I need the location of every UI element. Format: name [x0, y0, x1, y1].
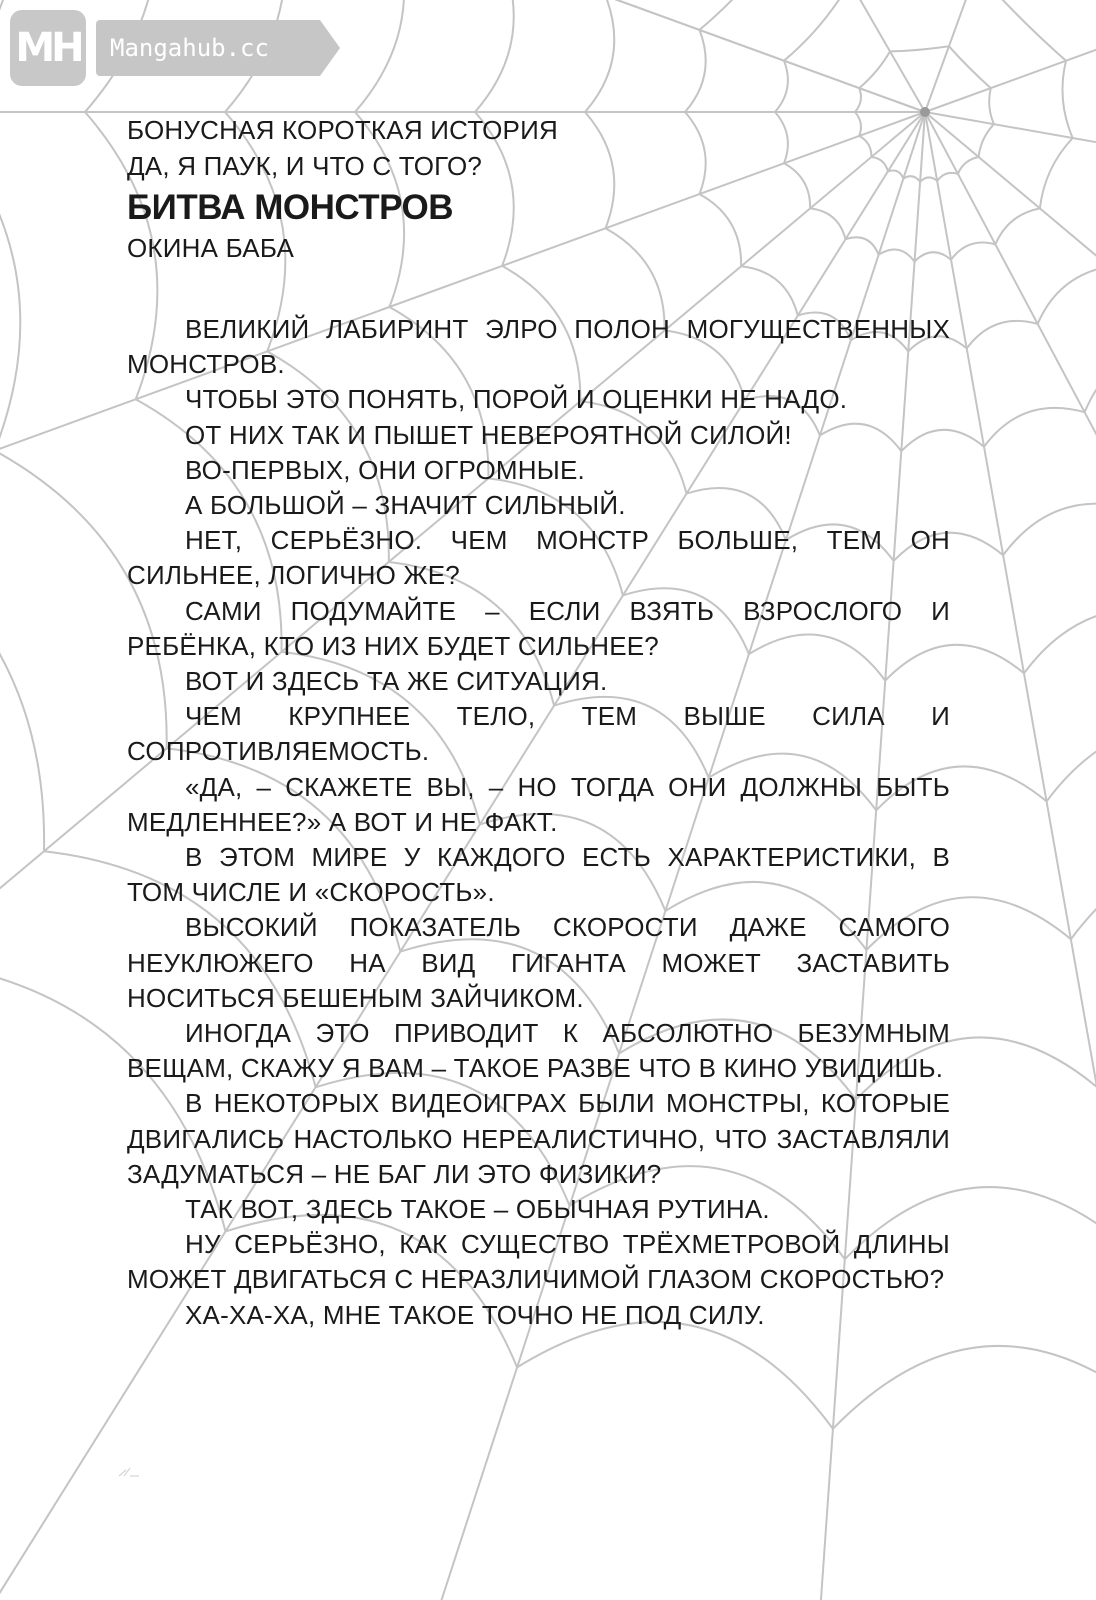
web-radial-strand [925, 112, 1096, 1462]
paragraph: ТАК ВОТ, ЗДЕСЬ ТАКОЕ – ОБЫЧНАЯ РУТИНА. [185, 1194, 770, 1225]
paragraph: ИНОГДА ЭТО ПРИВОДИТ К АБСОЛЮТНО БЕЗУМНЫМ ВЕЩАМ, СКАЖУ Я ВАМ – ТАКОЕ РАЗВЕ ЧТО В КИНО УВИДИШЬ. [127, 1018, 950, 1084]
paragraph: САМИ ПОДУМАЙТЕ – ЕСЛИ ВЗЯТЬ ВЗРОСЛОГО И РЕБЁНКА, КТО ИЗ НИХ БУДЕТ СИЛЬНЕЕ? [127, 595, 950, 661]
paragraph: ВЕЛИКИЙ ЛАБИРИНТ ЭЛРО ПОЛОН МОГУЩЕСТВЕННЫХ МОНСТРОВ. [127, 314, 950, 380]
paragraph: В ЭТОМ МИРЕ У КАЖДОГО ЕСТЬ ХАРАКТЕРИСТИКИ, В ТОМ ЧИСЛЕ И «СКОРОСТЬ». [127, 842, 950, 908]
paragraph: ОТ НИХ ТАК И ПЫШЕТ НЕВЕРОЯТНОЙ СИЛОЙ! [185, 419, 792, 450]
paragraph: НУ СЕРЬЁЗНО, КАК СУЩЕСТВО ТРЁХМЕТРОВОЙ ДЛИНЫ МОЖЕТ ДВИГАТЬСЯ С НЕРАЗЛИЧИМОЙ ГЛАЗОМ СКОРОСТЬЮ? [127, 1229, 950, 1295]
paragraph: ВО-ПЕРВЫХ, ОНИ ОГРОМНЫЕ. [185, 454, 585, 485]
paragraph: ВОТ И ЗДЕСЬ ТА ЖЕ СИТУАЦИЯ. [185, 666, 608, 697]
bonus-story-label: БОНУСНАЯ КОРОТКАЯ ИСТОРИЯ [127, 115, 558, 145]
paragraph: ХА-ХА-ХА, МНЕ ТАКОЕ ТОЧНО НЕ ПОД СИЛУ. [185, 1299, 765, 1330]
watermark-site-label: Mangahub.cc [96, 20, 320, 76]
paragraph: ВЫСОКИЙ ПОКАЗАТЕЛЬ СКОРОСТИ ДАЖЕ САМОГО НЕУКЛЮЖЕГО НА ВИД ГИГАНТА МОЖЕТ ЗАСТАВИТЬ НОСИТЬСЯ БЕШЕНЫМ ЗАЙЧИКОМ. [127, 912, 950, 1013]
page-corner-mark-icon [118, 1466, 140, 1478]
paragraph: А БОЛЬШОЙ – ЗНАЧИТ СИЛЬНЫЙ. [185, 490, 626, 521]
paragraph: ЧТОБЫ ЭТО ПОНЯТЬ, ПОРОЙ И ОЦЕНКИ НЕ НАДО. [185, 384, 848, 415]
paragraph: «ДА, – СКАЖЕТЕ ВЫ, – НО ТОГДА ОНИ ДОЛЖНЫ БЫТЬ МЕДЛЕННЕЕ?» А ВОТ И НЕ ФАКТ. [127, 771, 950, 837]
series-title: ДА, Я ПАУК, И ЧТО С ТОГО? [127, 151, 483, 181]
mangahub-logo: MH [10, 10, 86, 86]
paragraph: ЧЕМ КРУПНЕЕ ТЕЛО, ТЕМ ВЫШЕ СИЛА И СОПРОТИВЛЯЕМОСТЬ. [127, 701, 950, 767]
chapter-title: БИТВА МОНСТРОВ [127, 188, 454, 227]
story-page [127, 112, 950, 1333]
web-radial-strand [925, 0, 1096, 112]
web-radial-strand [925, 112, 1096, 1600]
web-radial-strand [925, 0, 1096, 112]
paragraph: В НЕКОТОРЫХ ВИДЕОИГРАХ БЫЛИ МОНСТРЫ, КОТОРЫЕ ДВИГАЛИСЬ НАСТОЛЬКО НЕРЕАЛИСТИЧНО, ЧТО ЗАСТАВЛЯЛИ ЗАДУМАТЬСЯ – НЕ БАГ ЛИ ЭТО ФИЗИКИ? [127, 1088, 950, 1189]
mangahub-watermark [10, 8, 320, 88]
web-radial-strand [925, 112, 1096, 1600]
author-name: ОКИНА БАБА [127, 233, 295, 263]
story-body [127, 312, 950, 1333]
paragraph: НЕТ, СЕРЬЁЗНО. ЧЕМ МОНСТР БОЛЬШЕ, ТЕМ ОН СИЛЬНЕЕ, ЛОГИЧНО ЖЕ? [127, 525, 950, 591]
